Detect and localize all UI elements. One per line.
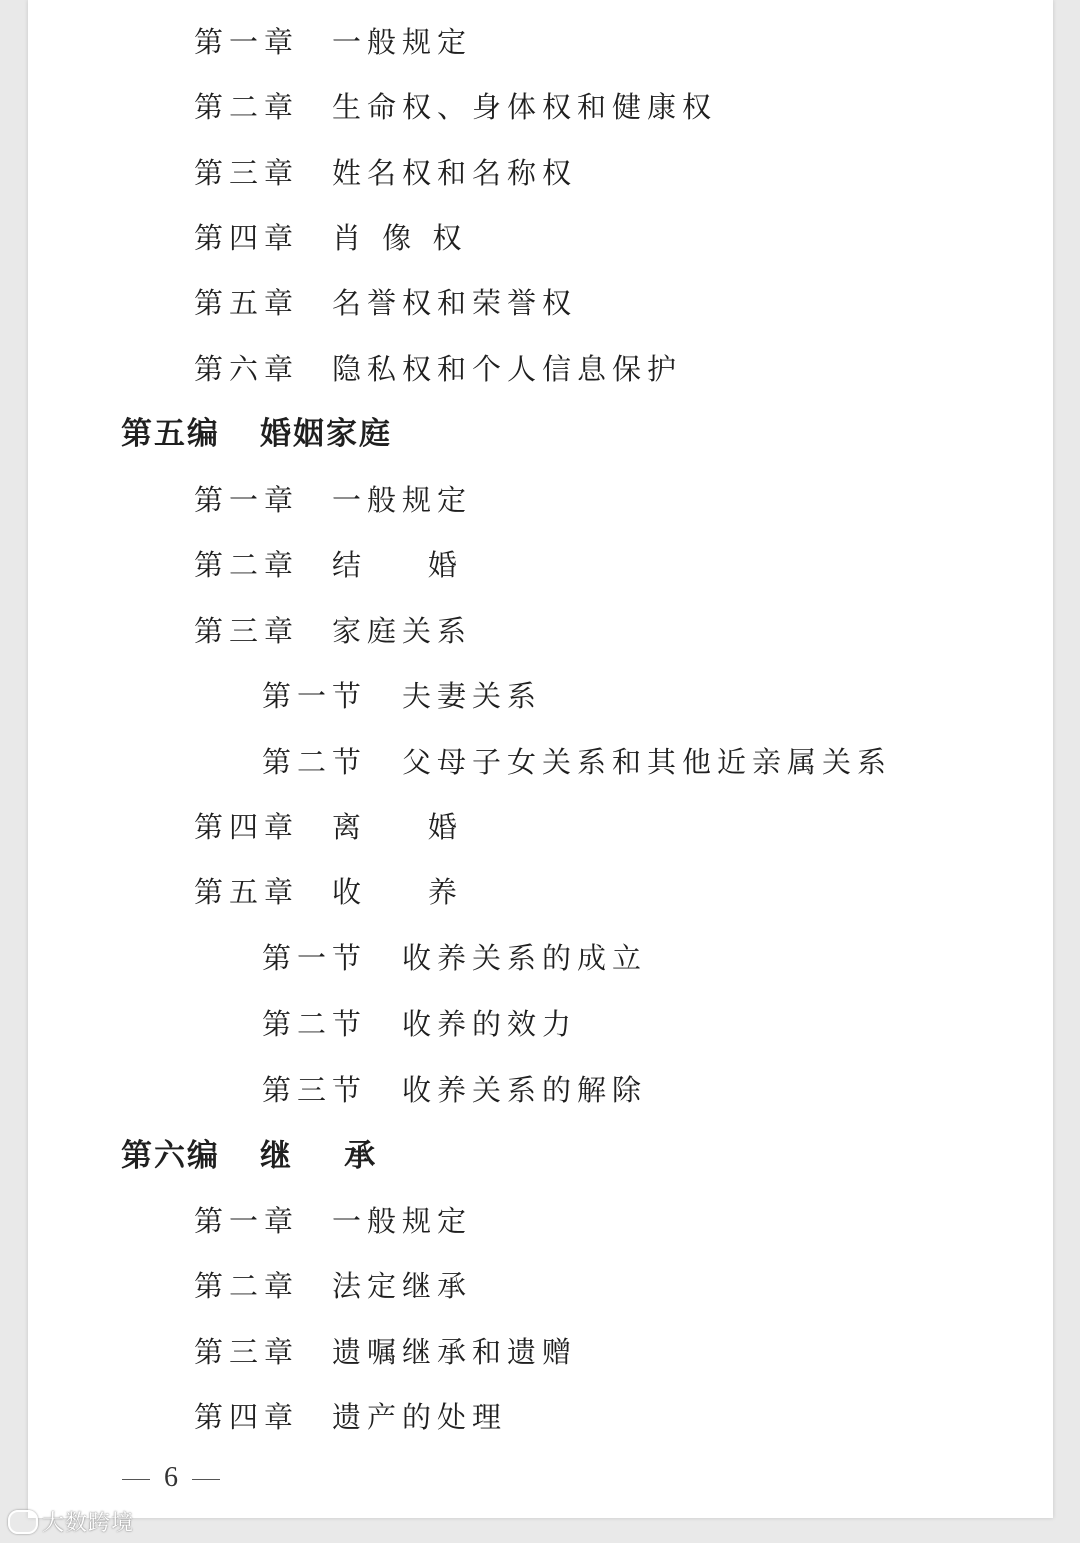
chapter-title: 离 婚 bbox=[332, 810, 463, 844]
chapter-label: 第六章 bbox=[194, 352, 300, 386]
chapter-label: 第四章 bbox=[194, 810, 300, 844]
chapter-title: 收 养 bbox=[332, 875, 463, 909]
part-label: 第六编 bbox=[121, 1138, 220, 1174]
section-title: 收养关系的解除 bbox=[402, 1073, 648, 1107]
section-label: 第二节 bbox=[262, 1007, 368, 1041]
chapter-title: 一般规定 bbox=[332, 25, 473, 59]
chapter-label: 第一章 bbox=[194, 483, 300, 517]
chapter-label: 第二章 bbox=[194, 548, 300, 582]
chapter-title: 结 婚 bbox=[332, 548, 463, 582]
section-label: 第一节 bbox=[262, 941, 368, 975]
watermark bbox=[8, 1506, 134, 1537]
page-number: 6 bbox=[164, 1462, 178, 1493]
chapter-label: 第二章 bbox=[194, 1269, 300, 1303]
chapter-label: 第三章 bbox=[194, 156, 300, 190]
chapter-title: 遗嘱继承和遗赠 bbox=[332, 1335, 578, 1369]
document-page bbox=[28, 0, 1053, 1518]
section-title: 收养的效力 bbox=[402, 1007, 578, 1041]
chapter-label: 第三章 bbox=[194, 1335, 300, 1369]
chapter-title: 遗产的处理 bbox=[332, 1400, 508, 1434]
chapter-label: 第四章 bbox=[194, 221, 300, 255]
section-label: 第三节 bbox=[262, 1073, 368, 1107]
left-dash bbox=[122, 1479, 150, 1480]
watermark-logo-icon bbox=[8, 1510, 38, 1534]
chapter-label: 第五章 bbox=[194, 875, 300, 909]
section-title: 收养关系的成立 bbox=[402, 941, 648, 975]
chapter-title: 一般规定 bbox=[332, 483, 473, 517]
part-title: 继 承 bbox=[260, 1138, 378, 1174]
chapter-label: 第一章 bbox=[194, 25, 300, 59]
part-label: 第五编 bbox=[121, 416, 220, 452]
section-title: 父母子女关系和其他近亲属关系 bbox=[402, 745, 893, 779]
watermark-text: 大数跨境 bbox=[42, 1511, 135, 1536]
chapter-label: 第四章 bbox=[194, 1400, 300, 1434]
chapter-title: 生命权、身体权和健康权 bbox=[332, 90, 718, 124]
chapter-label: 第二章 bbox=[194, 90, 300, 124]
chapter-label: 第一章 bbox=[194, 1204, 300, 1238]
chapter-label: 第三章 bbox=[194, 614, 300, 648]
chapter-title: 肖 像 权 bbox=[332, 221, 468, 255]
section-title: 夫妻关系 bbox=[402, 679, 543, 713]
chapter-title: 法定继承 bbox=[332, 1269, 473, 1303]
chapter-title: 隐私权和个人信息保护 bbox=[332, 352, 683, 386]
section-label: 第一节 bbox=[262, 679, 368, 713]
chapter-title: 家庭关系 bbox=[332, 614, 473, 648]
chapter-title: 姓名权和名称权 bbox=[332, 156, 578, 190]
chapter-title: 名誉权和荣誉权 bbox=[332, 286, 578, 320]
page-number-footer bbox=[108, 1462, 234, 1494]
chapter-label: 第五章 bbox=[194, 286, 300, 320]
right-dash bbox=[192, 1479, 220, 1480]
part-title: 婚姻家庭 bbox=[260, 416, 392, 452]
chapter-title: 一般规定 bbox=[332, 1204, 473, 1238]
section-label: 第二节 bbox=[262, 745, 368, 779]
